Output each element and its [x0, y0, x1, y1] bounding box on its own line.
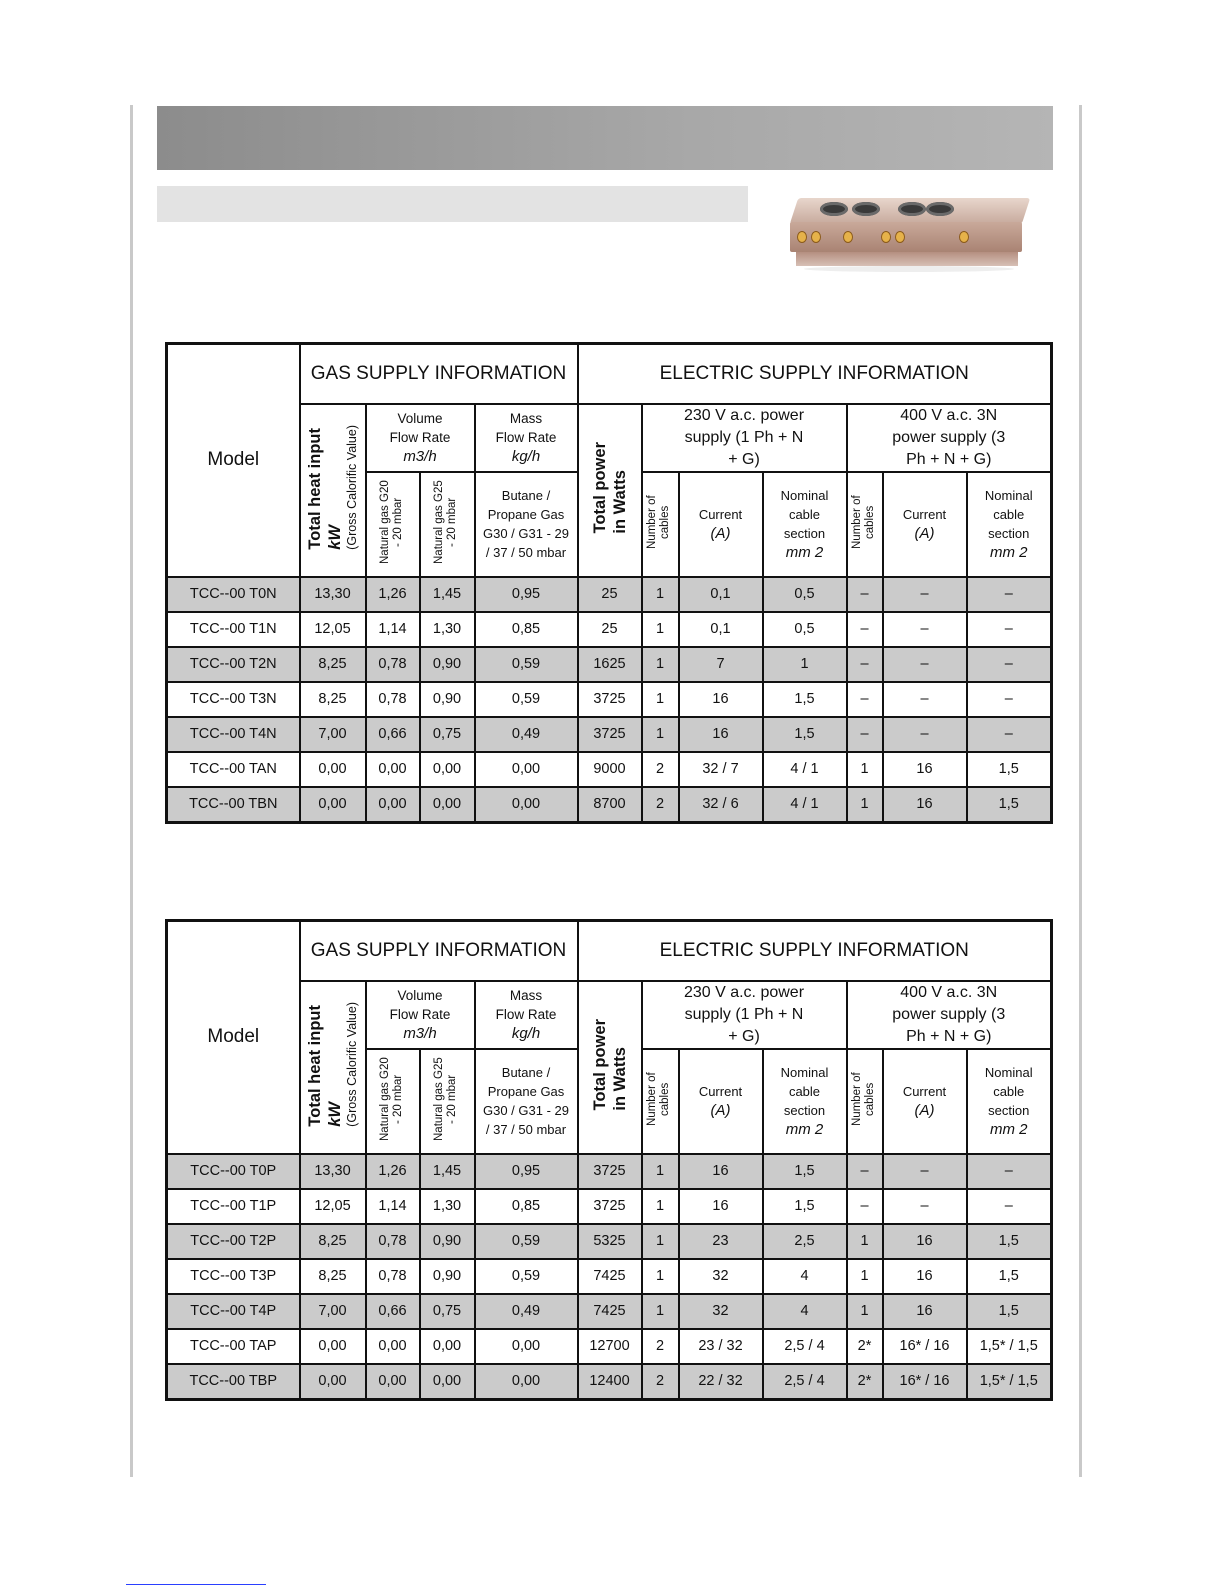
model-header: Model — [167, 921, 300, 1154]
current-230-header: Current (A) — [679, 1049, 763, 1154]
section-400-cell: 1,5* / 1,5 — [967, 1329, 1052, 1364]
lpg-cell: 0,49 — [475, 717, 578, 752]
electric-supply-header: ELECTRIC SUPPLY INFORMATION — [578, 921, 1052, 981]
v400-header: 400 V a.c. 3N power supply (3 Ph + N + G) — [847, 981, 1052, 1049]
heat-cell: 8,25 — [300, 647, 366, 682]
cables-400-cell: – — [847, 682, 883, 717]
model-cell: TCC--00 TBP — [167, 1364, 300, 1400]
g25-cell: 0,00 — [420, 1364, 475, 1400]
spec-table-2 — [165, 919, 1053, 1401]
model-cell: TCC--00 T0P — [167, 1154, 300, 1189]
table-row — [167, 577, 1052, 612]
butane-propane-header: Butane / Propane Gas G30 / G31 - 29 / 37 / 50 mbar — [475, 472, 578, 577]
butane-propane-header: Butane / Propane Gas G30 / G31 - 29 / 37 / 50 mbar — [475, 1049, 578, 1154]
watts-cell: 5325 — [578, 1224, 642, 1259]
g25-cell: 0,90 — [420, 1224, 475, 1259]
v230-header: 230 V a.c. power supply (1 Ph + N + G) — [642, 404, 847, 472]
section-400-cell: 1,5 — [967, 1259, 1052, 1294]
lpg-cell: 0,49 — [475, 1294, 578, 1329]
current-400-cell: 16* / 16 — [883, 1329, 967, 1364]
cables-230-header: Number of cables — [642, 1049, 679, 1154]
watts-cell: 25 — [578, 577, 642, 612]
cables-400-header: Number of cables — [847, 472, 883, 577]
total-power-header: Total power in Watts — [578, 404, 642, 577]
watts-cell: 3725 — [578, 1154, 642, 1189]
section-400-cell: – — [967, 612, 1052, 647]
lpg-cell: 0,95 — [475, 577, 578, 612]
model-cell: TCC--00 T4P — [167, 1294, 300, 1329]
section-230-cell: 2,5 / 4 — [763, 1329, 847, 1364]
watts-cell: 3725 — [578, 682, 642, 717]
current-400-cell: 16 — [883, 752, 967, 787]
volume-flow-header: Volume Flow Rate m3/h — [366, 981, 475, 1049]
section-230-cell: 1 — [763, 647, 847, 682]
table-row — [167, 682, 1052, 717]
g25-cell: 1,30 — [420, 1189, 475, 1224]
v400-header: 400 V a.c. 3N power supply (3 Ph + N + G) — [847, 404, 1052, 472]
section-400-header: Nominal cable section mm 2 — [967, 1049, 1052, 1154]
model-cell: TCC--00 TAN — [167, 752, 300, 787]
model-cell: TCC--00 T0N — [167, 577, 300, 612]
lpg-cell: 0,59 — [475, 1259, 578, 1294]
cables-230-cell: 1 — [642, 1259, 679, 1294]
section-230-cell: 4 / 1 — [763, 752, 847, 787]
model-cell: TCC--00 TBN — [167, 787, 300, 823]
current-400-cell: 16* / 16 — [883, 1364, 967, 1400]
section-230-cell: 4 — [763, 1294, 847, 1329]
section-400-cell: – — [967, 1189, 1052, 1224]
cables-400-cell: – — [847, 1154, 883, 1189]
lpg-cell: 0,00 — [475, 787, 578, 823]
g20-cell: 0,78 — [366, 682, 420, 717]
g20-cell: 1,26 — [366, 1154, 420, 1189]
cables-230-cell: 2 — [642, 787, 679, 823]
left-margin-rule — [130, 105, 133, 1477]
g25-cell: 1,45 — [420, 577, 475, 612]
section-230-cell: 2,5 — [763, 1224, 847, 1259]
cables-230-cell: 1 — [642, 577, 679, 612]
table-row — [167, 1294, 1052, 1329]
natural-gas-g20-header: Natural gas G20 - 20 mbar — [366, 1049, 420, 1154]
natural-gas-g25-header: Natural gas G25 - 20 mbar — [420, 1049, 475, 1154]
lpg-cell: 0,00 — [475, 1329, 578, 1364]
section-230-cell: 1,5 — [763, 717, 847, 752]
section-400-cell: – — [967, 577, 1052, 612]
current-400-cell: – — [883, 647, 967, 682]
watts-cell: 3725 — [578, 1189, 642, 1224]
current-400-cell: 16 — [883, 787, 967, 823]
gas-supply-header: GAS SUPPLY INFORMATION — [300, 344, 578, 404]
spec-table-1 — [165, 342, 1053, 824]
section-400-cell: – — [967, 682, 1052, 717]
cables-230-cell: 1 — [642, 717, 679, 752]
watts-cell: 25 — [578, 612, 642, 647]
natural-gas-g25-header: Natural gas G25 - 20 mbar — [420, 472, 475, 577]
section-230-cell: 0,5 — [763, 612, 847, 647]
g20-cell: 0,66 — [366, 717, 420, 752]
section-400-cell: 1,5* / 1,5 — [967, 1364, 1052, 1400]
mass-flow-header: Mass Flow Rate kg/h — [475, 981, 578, 1049]
cables-230-header: Number of cables — [642, 472, 679, 577]
heat-cell: 0,00 — [300, 1364, 366, 1400]
lpg-cell: 0,00 — [475, 752, 578, 787]
subsection-header-bar — [157, 186, 748, 222]
watts-cell: 1625 — [578, 647, 642, 682]
lpg-cell: 0,95 — [475, 1154, 578, 1189]
cables-400-cell: 1 — [847, 1294, 883, 1329]
cables-230-cell: 2 — [642, 752, 679, 787]
total-heat-input-header: Total heat input kW(Gross Calorific Value) — [300, 981, 366, 1154]
heat-cell: 7,00 — [300, 1294, 366, 1329]
g20-cell: 0,78 — [366, 1224, 420, 1259]
v230-header: 230 V a.c. power supply (1 Ph + N + G) — [642, 981, 847, 1049]
heat-cell: 12,05 — [300, 1189, 366, 1224]
section-230-cell: 1,5 — [763, 1154, 847, 1189]
model-cell: TCC--00 T3P — [167, 1259, 300, 1294]
g20-cell: 1,14 — [366, 1189, 420, 1224]
g20-cell: 1,26 — [366, 577, 420, 612]
current-230-cell: 16 — [679, 682, 763, 717]
section-400-cell: 1,5 — [967, 1294, 1052, 1329]
current-400-cell: – — [883, 682, 967, 717]
section-230-cell: 4 — [763, 1259, 847, 1294]
natural-gas-g20-header: Natural gas G20 - 20 mbar — [366, 472, 420, 577]
current-400-cell: – — [883, 1154, 967, 1189]
watts-cell: 8700 — [578, 787, 642, 823]
g20-cell: 0,78 — [366, 1259, 420, 1294]
g25-cell: 0,00 — [420, 1329, 475, 1364]
g20-cell: 1,14 — [366, 612, 420, 647]
watts-cell: 12400 — [578, 1364, 642, 1400]
section-400-cell: 1,5 — [967, 752, 1052, 787]
model-cell: TCC--00 T1P — [167, 1189, 300, 1224]
table-row — [167, 787, 1052, 823]
cables-400-header: Number of cables — [847, 1049, 883, 1154]
current-230-cell: 22 / 32 — [679, 1364, 763, 1400]
lpg-cell: 0,00 — [475, 1364, 578, 1400]
current-230-cell: 32 / 6 — [679, 787, 763, 823]
cables-400-cell: 2* — [847, 1329, 883, 1364]
section-400-header: Nominal cable section mm 2 — [967, 472, 1052, 577]
cables-230-cell: 1 — [642, 1189, 679, 1224]
model-cell: TCC--00 T3N — [167, 682, 300, 717]
table-row — [167, 647, 1052, 682]
model-header: Model — [167, 344, 300, 577]
lpg-cell: 0,85 — [475, 1189, 578, 1224]
table-row — [167, 612, 1052, 647]
section-400-cell: 1,5 — [967, 787, 1052, 823]
heat-cell: 13,30 — [300, 577, 366, 612]
lpg-cell: 0,59 — [475, 647, 578, 682]
heat-cell: 8,25 — [300, 1224, 366, 1259]
g25-cell: 1,30 — [420, 612, 475, 647]
cables-230-cell: 1 — [642, 1294, 679, 1329]
watts-cell: 9000 — [578, 752, 642, 787]
g25-cell: 0,00 — [420, 787, 475, 823]
g25-cell: 1,45 — [420, 1154, 475, 1189]
g20-cell: 0,00 — [366, 1329, 420, 1364]
current-400-cell: – — [883, 612, 967, 647]
g25-cell: 0,00 — [420, 752, 475, 787]
current-400-cell: – — [883, 1189, 967, 1224]
g20-cell: 0,66 — [366, 1294, 420, 1329]
heat-cell: 8,25 — [300, 1259, 366, 1294]
cables-400-cell: 1 — [847, 752, 883, 787]
g20-cell: 0,00 — [366, 1364, 420, 1400]
current-230-cell: 23 / 32 — [679, 1329, 763, 1364]
lpg-cell: 0,85 — [475, 612, 578, 647]
cables-400-cell: – — [847, 647, 883, 682]
g20-cell: 0,78 — [366, 647, 420, 682]
cables-230-cell: 1 — [642, 1224, 679, 1259]
current-400-cell: – — [883, 717, 967, 752]
table-row — [167, 1224, 1052, 1259]
heat-cell: 13,30 — [300, 1154, 366, 1189]
watts-cell: 3725 — [578, 717, 642, 752]
cables-400-cell: 1 — [847, 787, 883, 823]
cables-400-cell: 1 — [847, 1224, 883, 1259]
heat-cell: 7,00 — [300, 717, 366, 752]
current-230-cell: 0,1 — [679, 612, 763, 647]
heat-cell: 8,25 — [300, 682, 366, 717]
model-cell: TCC--00 T1N — [167, 612, 300, 647]
watts-cell: 7425 — [578, 1294, 642, 1329]
current-400-header: Current (A) — [883, 1049, 967, 1154]
current-230-cell: 0,1 — [679, 577, 763, 612]
volume-flow-header: Volume Flow Rate m3/h — [366, 404, 475, 472]
section-230-header: Nominal cable section mm 2 — [763, 472, 847, 577]
cables-400-cell: 1 — [847, 1259, 883, 1294]
right-margin-rule — [1079, 105, 1082, 1477]
model-cell: TCC--00 T2N — [167, 647, 300, 682]
model-cell: TCC--00 T4N — [167, 717, 300, 752]
total-power-header: Total power in Watts — [578, 981, 642, 1154]
table-row — [167, 1189, 1052, 1224]
current-400-cell: 16 — [883, 1259, 967, 1294]
current-230-cell: 16 — [679, 1189, 763, 1224]
g25-cell: 0,90 — [420, 1259, 475, 1294]
current-230-cell: 16 — [679, 717, 763, 752]
section-230-header: Nominal cable section mm 2 — [763, 1049, 847, 1154]
current-230-cell: 16 — [679, 1154, 763, 1189]
cables-400-cell: – — [847, 612, 883, 647]
section-230-cell: 1,5 — [763, 682, 847, 717]
watts-cell: 7425 — [578, 1259, 642, 1294]
watts-cell: 12700 — [578, 1329, 642, 1364]
heat-cell: 0,00 — [300, 752, 366, 787]
g25-cell: 0,75 — [420, 1294, 475, 1329]
current-230-cell: 32 — [679, 1259, 763, 1294]
g20-cell: 0,00 — [366, 787, 420, 823]
table-row — [167, 1154, 1052, 1189]
cables-400-cell: 2* — [847, 1364, 883, 1400]
cables-230-cell: 1 — [642, 682, 679, 717]
heat-cell: 0,00 — [300, 787, 366, 823]
section-230-cell: 2,5 / 4 — [763, 1364, 847, 1400]
cables-400-cell: – — [847, 1189, 883, 1224]
cables-400-cell: – — [847, 717, 883, 752]
section-400-cell: – — [967, 717, 1052, 752]
model-cell: TCC--00 T2P — [167, 1224, 300, 1259]
g20-cell: 0,00 — [366, 752, 420, 787]
section-230-cell: 1,5 — [763, 1189, 847, 1224]
product-photo — [786, 192, 1032, 282]
current-230-cell: 23 — [679, 1224, 763, 1259]
cables-230-cell: 1 — [642, 1154, 679, 1189]
lpg-cell: 0,59 — [475, 1224, 578, 1259]
section-400-cell: – — [967, 647, 1052, 682]
current-400-cell: – — [883, 577, 967, 612]
electric-supply-header: ELECTRIC SUPPLY INFORMATION — [578, 344, 1052, 404]
table-row — [167, 1259, 1052, 1294]
section-230-cell: 0,5 — [763, 577, 847, 612]
cables-230-cell: 1 — [642, 612, 679, 647]
section-400-cell: – — [967, 1154, 1052, 1189]
model-cell: TCC--00 TAP — [167, 1329, 300, 1364]
table-row — [167, 1329, 1052, 1364]
g25-cell: 0,75 — [420, 717, 475, 752]
heat-cell: 0,00 — [300, 1329, 366, 1364]
heat-cell: 12,05 — [300, 612, 366, 647]
lpg-cell: 0,59 — [475, 682, 578, 717]
cables-230-cell: 2 — [642, 1329, 679, 1364]
current-400-cell: 16 — [883, 1224, 967, 1259]
mass-flow-header: Mass Flow Rate kg/h — [475, 404, 578, 472]
gas-supply-header: GAS SUPPLY INFORMATION — [300, 921, 578, 981]
section-230-cell: 4 / 1 — [763, 787, 847, 823]
table-row — [167, 752, 1052, 787]
current-400-cell: 16 — [883, 1294, 967, 1329]
section-400-cell: 1,5 — [967, 1224, 1052, 1259]
g25-cell: 0,90 — [420, 682, 475, 717]
cables-400-cell: – — [847, 577, 883, 612]
section-header-bar — [157, 106, 1053, 170]
total-heat-input-header: Total heat input kW(Gross Calorific Value) — [300, 404, 366, 577]
table-row — [167, 1364, 1052, 1400]
g25-cell: 0,90 — [420, 647, 475, 682]
table-row — [167, 717, 1052, 752]
current-230-header: Current (A) — [679, 472, 763, 577]
current-230-cell: 32 / 7 — [679, 752, 763, 787]
current-230-cell: 32 — [679, 1294, 763, 1329]
current-400-header: Current (A) — [883, 472, 967, 577]
cables-230-cell: 2 — [642, 1364, 679, 1400]
cables-230-cell: 1 — [642, 647, 679, 682]
current-230-cell: 7 — [679, 647, 763, 682]
